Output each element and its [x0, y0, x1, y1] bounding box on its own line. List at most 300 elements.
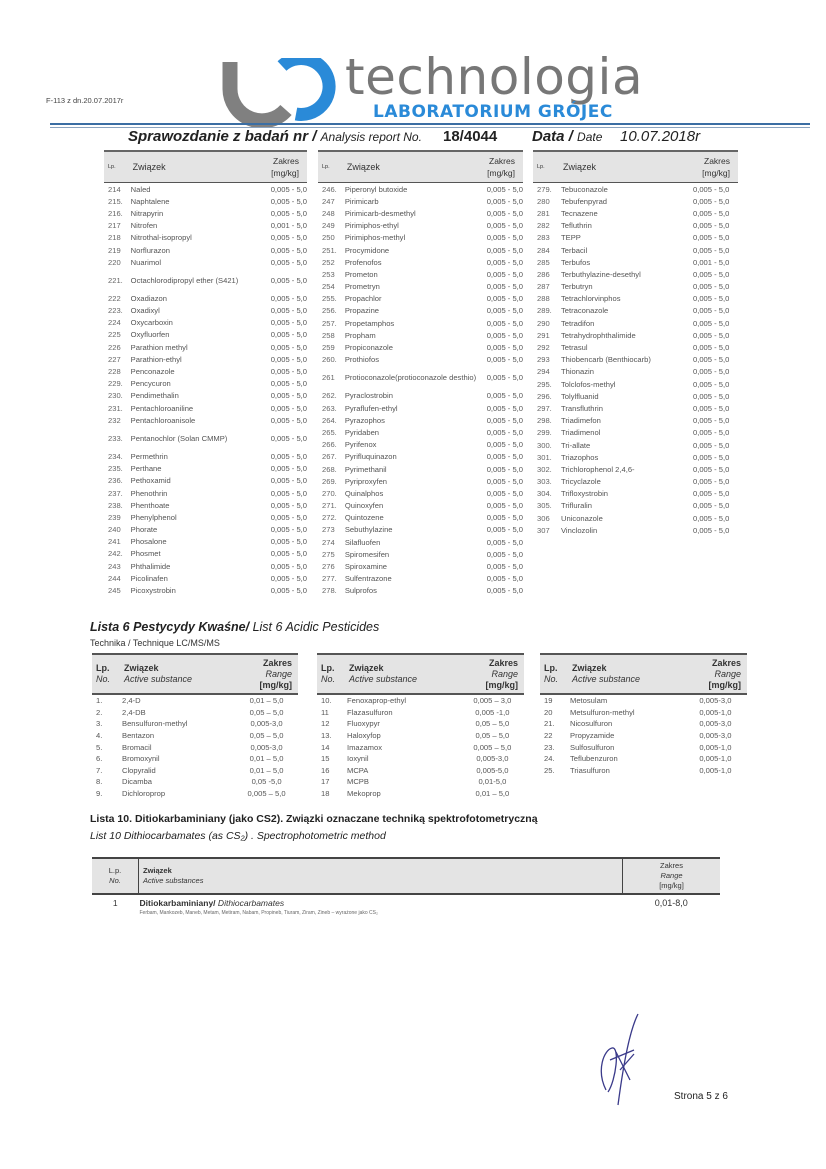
row-range: 0,005-5,0 — [476, 765, 509, 775]
row-name: 2,4-DB — [122, 707, 146, 717]
row-range: 0,01 – 5,0 — [249, 765, 284, 775]
row-range: 0,005 - 5,0 — [693, 233, 730, 243]
row-lp: 248 — [322, 208, 335, 218]
row-name: Dichloroprop — [122, 789, 166, 799]
row-lp: 251. — [322, 245, 337, 255]
logo-subtitle: LABORATORIUM GRÓJEC — [373, 102, 613, 122]
row-lp: 279. — [537, 184, 552, 194]
row-range: 0,005 - 5,0 — [693, 245, 730, 255]
table-row — [318, 220, 523, 232]
row-range: 0,005 - 5,0 — [486, 440, 523, 450]
header-range — [235, 654, 298, 694]
table-row — [318, 402, 523, 414]
row-range: 0,005 - 5,0 — [486, 373, 523, 383]
row-lp: 297. — [537, 403, 552, 413]
header-lp: Lp. — [318, 151, 345, 183]
row-name: Sulprofos — [344, 586, 377, 596]
list6-title-en: List 6 Acidic Pesticides — [249, 620, 380, 634]
table-row — [533, 305, 738, 317]
row-name: Picoxystrobin — [130, 586, 176, 596]
table-row — [318, 524, 523, 536]
row-name: Parathion-ethyl — [130, 354, 182, 364]
row-lp: 10. — [321, 696, 332, 706]
row-name: Prometryn — [344, 282, 380, 292]
row-name: Propiconazole — [344, 343, 393, 353]
row-range: 0,005 - 5,0 — [486, 464, 523, 474]
table-row — [533, 488, 738, 500]
row-name: Nitrothal-isopropyl — [130, 233, 192, 243]
row-range: 0,005 - 5,0 — [270, 451, 307, 461]
table-row — [104, 475, 307, 487]
row-lp: 266. — [322, 440, 337, 450]
table-row — [318, 573, 523, 585]
row-name: Phenothrin — [130, 488, 168, 498]
table-row — [318, 500, 523, 512]
row-name: Nitrapyrin — [130, 208, 164, 218]
list10-row — [92, 894, 720, 917]
table-row — [104, 329, 307, 341]
row-lp: 305. — [537, 501, 552, 511]
row-range: 0,005 - 5,0 — [693, 184, 730, 194]
row-range: 0,005 - 5,0 — [486, 184, 523, 194]
table-row — [540, 730, 747, 742]
table-row — [533, 500, 738, 512]
row-range: 0,01 – 5,0 — [249, 754, 284, 764]
row-name: Spiroxamine — [344, 562, 388, 572]
row-lp: 231. — [108, 403, 123, 413]
header-lp-text: L.p. — [108, 866, 122, 875]
header-name-en: Active substance — [124, 674, 193, 684]
table-row — [533, 268, 738, 280]
row-name: Sulfosulfuron — [570, 742, 615, 752]
table-row — [318, 414, 523, 426]
list6-header-row — [540, 654, 747, 694]
row-range: 0,005 - 5,0 — [270, 245, 307, 255]
row-name: Nuarimol — [130, 257, 162, 267]
row-lp: 229. — [108, 379, 123, 389]
main-list-column-1 — [104, 150, 307, 597]
main-list-column-2 — [318, 150, 523, 597]
table-row — [318, 305, 523, 317]
row-name: Pyriproxyfen — [344, 476, 388, 486]
header-range-label: Zakres — [273, 156, 299, 166]
header-unit: [mg/kg] — [259, 679, 292, 690]
row-range: 0,005 - 5,0 — [270, 512, 307, 522]
row-name: Haloxyfop — [347, 731, 381, 741]
row-name: Terbacil — [561, 245, 588, 255]
list10-row-name-en: Dithiocarbamates — [215, 898, 285, 908]
table-row — [533, 439, 738, 451]
row-lp: 268. — [322, 464, 337, 474]
row-lp: 20 — [544, 707, 553, 717]
row-range: 0,005 - 5,0 — [486, 562, 523, 572]
list10-subtitle: List 10 Dithiocarbamates (as CS₂) . Spectrophotometric method — [90, 830, 386, 842]
row-range: 0,005 - 5,0 — [270, 537, 307, 547]
row-lp: 254 — [322, 282, 335, 292]
row-name: Pyrifenox — [344, 440, 377, 450]
row-name: Trifluralin — [561, 501, 592, 511]
row-lp: 220 — [108, 257, 121, 267]
row-lp: 264. — [322, 415, 337, 425]
table-row — [318, 585, 523, 597]
main-list-column-3 — [533, 150, 738, 536]
table-row — [104, 353, 307, 365]
row-range: 0,005-3,0 — [476, 754, 509, 764]
row-lp: 6. — [96, 754, 103, 764]
table-row — [533, 366, 738, 378]
table-row — [533, 195, 738, 207]
row-name: Bentazon — [122, 731, 155, 741]
row-name: Trichlorophenol 2,4,6- — [561, 464, 635, 474]
table-row — [540, 718, 747, 730]
row-lp: 300. — [537, 440, 552, 450]
date-label — [532, 128, 602, 145]
row-name: Terbutryn — [561, 282, 593, 292]
row-name: Oxycarboxin — [130, 318, 173, 328]
table-row — [317, 730, 524, 742]
table-row — [104, 511, 307, 523]
row-lp: 239 — [108, 512, 121, 522]
row-range: 0,005 - 5,0 — [693, 282, 730, 292]
row-range: 0,005 - 5,0 — [486, 257, 523, 267]
row-range: 0,005 - 5,0 — [270, 586, 307, 596]
table-row — [104, 584, 307, 596]
row-range: 0,005 - 5,0 — [486, 196, 523, 206]
row-range: 0,005 - 5,0 — [693, 525, 730, 535]
list10-row-range: 0,01-8,0 — [654, 898, 688, 908]
row-range: 0,05 – 5,0 — [475, 731, 510, 741]
row-lp: 24. — [544, 754, 555, 764]
list6-column-1 — [92, 653, 298, 799]
table-row — [533, 281, 738, 293]
table-row — [104, 450, 307, 462]
table-row — [318, 390, 523, 402]
row-range: 0,005 - 5,0 — [693, 489, 730, 499]
row-lp: 11 — [321, 707, 329, 717]
logo-icon — [222, 58, 342, 128]
row-range: 0,005-3,0 — [699, 696, 732, 706]
row-range: 0,005 - 5,0 — [270, 549, 307, 559]
table-row — [533, 329, 738, 341]
table-row — [318, 439, 523, 451]
row-lp: 17 — [321, 777, 330, 787]
main-header-row — [318, 151, 523, 183]
row-name: Clopyralid — [122, 765, 156, 775]
row-lp: 306 — [537, 513, 550, 523]
row-range: 0,005 - 5,0 — [486, 318, 523, 328]
row-lp: 14 — [321, 742, 330, 752]
row-name: Propyzamide — [570, 731, 615, 741]
table-row — [92, 753, 298, 765]
header-name-pl: Związek — [143, 866, 172, 875]
row-range: 0,005 - 5,0 — [486, 245, 523, 255]
table-row — [533, 293, 738, 305]
row-range: 0,005 - 5,0 — [486, 355, 523, 365]
table-row — [104, 487, 307, 499]
row-range: 0,005 - 5,0 — [270, 196, 307, 206]
row-name: TEPP — [561, 233, 581, 243]
row-name: Phthalimide — [130, 561, 171, 571]
table-row — [533, 476, 738, 488]
row-name: Oxyfluorfen — [130, 330, 170, 340]
row-range: 0,005 - 5,0 — [270, 500, 307, 510]
row-range: 0,005 - 5,0 — [270, 433, 307, 443]
header-unit: [mg/kg] — [485, 679, 518, 690]
header-range-unit: [mg/kg] — [271, 168, 299, 178]
row-name: Triasulfuron — [570, 765, 610, 775]
row-range: 0,005 - 5,0 — [270, 275, 307, 285]
header-range — [483, 151, 523, 183]
row-lp: 252 — [322, 257, 335, 267]
header-range-pl: Zakres — [660, 861, 683, 870]
row-lp: 253 — [322, 269, 335, 279]
row-lp: 216. — [108, 208, 123, 218]
table-row — [318, 475, 523, 487]
list10-row-name-pl: Ditiokarbaminiany/ — [139, 898, 216, 908]
row-name: Pyrifluquinazon — [344, 452, 397, 462]
row-lp: 275 — [322, 549, 335, 559]
header-lp: Lp. — [533, 151, 561, 183]
row-name: Tetrasul — [561, 343, 588, 353]
row-range: 0,01-5,0 — [478, 777, 507, 787]
table-row — [317, 707, 524, 719]
row-name: Pyraclostrobin — [344, 391, 393, 401]
row-lp: 284 — [537, 245, 550, 255]
table-row — [533, 378, 738, 390]
header-name — [570, 654, 684, 694]
row-name: MCPB — [347, 777, 369, 787]
table-row — [317, 765, 524, 777]
row-name: Sulfentrazone — [344, 574, 392, 584]
table-row — [317, 788, 524, 800]
row-lp: 281 — [537, 208, 550, 218]
table-row — [533, 244, 738, 256]
header-name-pl: Związek — [349, 663, 384, 673]
row-lp: 225 — [108, 330, 121, 340]
table-row — [317, 776, 524, 788]
row-lp: 298. — [537, 416, 552, 426]
table-row — [318, 281, 523, 293]
row-name: Protioconazole(protioconazole desthio) — [344, 373, 477, 383]
table-row — [92, 741, 298, 753]
table-row — [533, 524, 738, 536]
row-lp: 244 — [108, 573, 121, 583]
table-row — [104, 341, 307, 353]
row-lp: 247 — [322, 196, 335, 206]
row-name: Tetrachlorvinphos — [561, 294, 621, 304]
table-row — [104, 463, 307, 475]
row-lp: 296. — [537, 391, 552, 401]
row-name: Imazamox — [347, 742, 383, 752]
row-lp: 283 — [537, 233, 550, 243]
row-range: 0,005 - 5,0 — [270, 403, 307, 413]
table-row — [104, 560, 307, 572]
list6-header-row — [92, 654, 298, 694]
row-lp: 302. — [537, 464, 552, 474]
row-range: 0,005 - 5,0 — [270, 367, 307, 377]
row-lp: 223. — [108, 306, 123, 316]
row-name: Oxadiazon — [130, 293, 167, 303]
row-name: Pentanochlor (Solan CMMP) — [130, 433, 228, 443]
header-lp-text: Lp. — [544, 663, 558, 673]
main-header-row — [104, 151, 307, 183]
row-range: 0,005 - 5,0 — [486, 586, 523, 596]
header-range — [684, 654, 747, 694]
row-name: Tetrahydrophthalimide — [561, 330, 636, 340]
row-name: Fluoxypyr — [347, 719, 380, 729]
header-lp: Lp. — [104, 151, 131, 183]
row-name: Sebuthylazine — [344, 525, 393, 535]
row-lp: 21. — [544, 719, 555, 729]
row-name: Pirimicarb — [344, 196, 379, 206]
row-name: Terbufos — [561, 257, 591, 267]
table-row — [104, 220, 307, 232]
row-range: 0,005 - 5,0 — [486, 488, 523, 498]
list10-row-name — [139, 894, 623, 917]
row-name: Quinalphos — [344, 488, 384, 498]
row-name: Phosalone — [130, 537, 167, 547]
row-name: Phenylphenol — [130, 512, 177, 522]
row-range: 0,005 - 5,0 — [270, 379, 307, 389]
table-row — [104, 524, 307, 536]
table-row — [317, 718, 524, 730]
table-row — [540, 741, 747, 753]
row-range: 0,005-1,0 — [699, 707, 732, 717]
list10-row-lp: 1 — [112, 898, 118, 908]
table-row — [318, 487, 523, 499]
row-range: 0,005 - 5,0 — [486, 306, 523, 316]
row-lp: 7. — [96, 765, 103, 775]
row-range: 0,005 - 5,0 — [693, 330, 730, 340]
row-lp: 227 — [108, 354, 121, 364]
table-row — [318, 207, 523, 219]
row-lp: 299. — [537, 428, 552, 438]
row-range: 0,005 - 5,0 — [486, 415, 523, 425]
row-range: 0,005 - 5,0 — [486, 282, 523, 292]
row-range: 0,05 -5,0 — [251, 777, 282, 787]
table-row — [533, 341, 738, 353]
list10-row-substances: Ferbam, Mankozeb, Maneb, Metam, Metiram, Nabam, Propineb, Tiuram, Ziram, Zineb – wyrażone jako CS₂ — [139, 910, 378, 916]
table-row — [104, 402, 307, 414]
row-lp: 16 — [321, 765, 330, 775]
row-name: Propazine — [344, 306, 380, 316]
row-range: 0,005 - 5,0 — [270, 525, 307, 535]
row-lp: 218 — [108, 233, 121, 243]
row-range: 0,005 - 5,0 — [693, 221, 730, 231]
table-row — [104, 292, 307, 304]
row-name: Phenthoate — [130, 500, 170, 510]
table-row — [540, 753, 747, 765]
table-row — [318, 366, 523, 390]
report-label-pl: Sprawozdanie z badań nr / — [128, 128, 317, 145]
row-name: Pirimicarb-desmethyl — [344, 208, 416, 218]
row-range: 0,005 - 5,0 — [270, 184, 307, 194]
row-range: 0,005 - 5,0 — [693, 367, 730, 377]
row-range: 0,005 - 5,0 — [693, 318, 730, 328]
row-name: Phosmet — [130, 549, 161, 559]
row-lp: 304. — [537, 489, 552, 499]
row-lp: 294 — [537, 367, 550, 377]
row-range: 0,005 - 5,0 — [270, 415, 307, 425]
row-lp: 235. — [108, 464, 123, 474]
header-no-text: No. — [321, 674, 336, 684]
table-row — [104, 548, 307, 560]
row-name: Propham — [344, 330, 376, 340]
row-range: 0,005-3,0 — [699, 731, 732, 741]
row-range: 0,005 - 5,0 — [693, 355, 730, 365]
table-row — [533, 256, 738, 268]
row-lp: 15 — [321, 754, 330, 764]
row-lp: 243 — [108, 561, 121, 571]
row-name: Pyrimethanil — [344, 464, 387, 474]
table-row — [104, 317, 307, 329]
row-lp: 262. — [322, 391, 337, 401]
list6-column-3 — [540, 653, 747, 776]
row-name: Uniconazole — [561, 513, 603, 523]
row-lp: 5. — [96, 742, 103, 752]
row-lp: 13. — [321, 731, 332, 741]
table-row — [92, 730, 298, 742]
header-lp — [540, 654, 570, 694]
row-lp: 224 — [108, 318, 121, 328]
report-label — [128, 128, 422, 145]
table-row — [533, 427, 738, 439]
row-lp: 214 — [108, 184, 121, 194]
table-row — [318, 560, 523, 572]
header-name: Związek — [561, 151, 689, 183]
row-name: Mekoprop — [347, 789, 381, 799]
row-lp: 222 — [108, 293, 121, 303]
table-row — [318, 536, 523, 548]
header-range-pl: Zakres — [262, 657, 292, 668]
header-range-label: Zakres — [489, 156, 515, 166]
row-range: 0,005 - 5,0 — [270, 561, 307, 571]
row-range: 0,005 - 5,0 — [486, 391, 523, 401]
table-row — [318, 244, 523, 256]
row-lp: 274 — [322, 537, 335, 547]
table-row — [104, 390, 307, 402]
row-name: Phorate — [130, 525, 158, 535]
row-range: 0,005-1,0 — [699, 765, 732, 775]
row-lp: 250 — [322, 233, 335, 243]
row-range: 0,005 – 5,0 — [247, 789, 286, 799]
row-lp: 293 — [537, 355, 550, 365]
table-row — [104, 305, 307, 317]
table-row — [104, 232, 307, 244]
header-name: Związek — [345, 151, 483, 183]
row-range: 0,001 - 5,0 — [693, 257, 730, 267]
header-range — [267, 151, 307, 183]
header-range — [689, 151, 738, 183]
row-name: Procymidone — [344, 245, 390, 255]
header-no-text: No. — [544, 674, 559, 684]
row-range: 0,005 - 5,0 — [693, 269, 730, 279]
row-lp: 230. — [108, 391, 123, 401]
header-range-en: Range — [265, 668, 292, 679]
table-row — [533, 183, 738, 196]
row-name: Tolclofos-methyl — [561, 379, 616, 389]
table-row — [318, 512, 523, 524]
table-row — [318, 256, 523, 268]
row-name: Pendimethalin — [130, 391, 179, 401]
row-name: Trifloxystrobin — [561, 489, 608, 499]
list6-technique: Technika / Technique LC/MS/MS — [90, 638, 220, 648]
row-lp: 12 — [321, 719, 330, 729]
table-row — [318, 268, 523, 280]
row-range: 0,005-1,0 — [699, 742, 732, 752]
table-row — [533, 512, 738, 524]
row-name: Tetraconazole — [561, 306, 609, 316]
